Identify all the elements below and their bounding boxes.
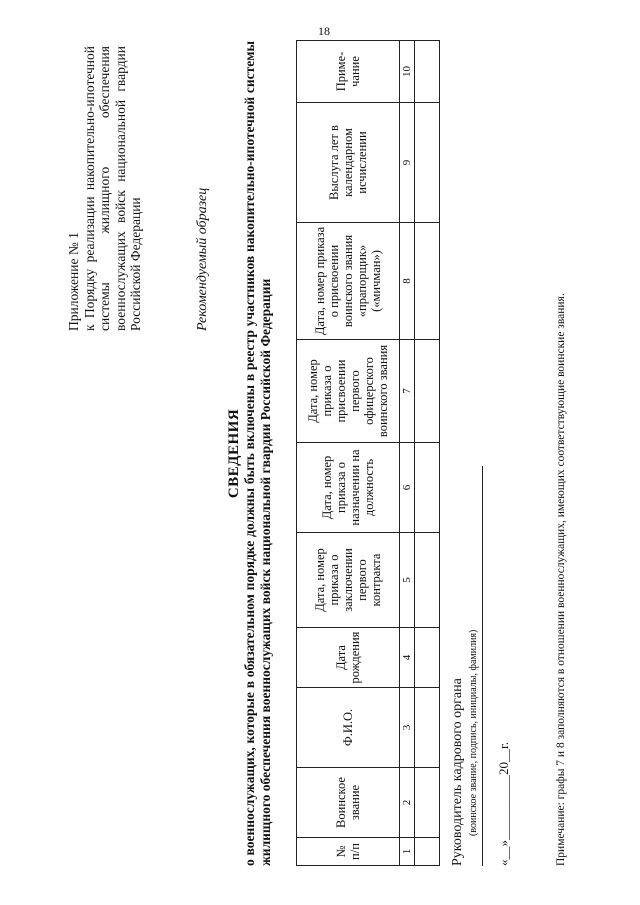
column-number-cell: 9 xyxy=(400,103,415,223)
date-line: «__»__________20__г. xyxy=(496,741,511,866)
header-cell: Приме-чание xyxy=(297,41,400,103)
table-cell xyxy=(415,838,440,866)
column-number-row xyxy=(400,41,415,866)
table-cell xyxy=(415,628,440,688)
page-number: 18 xyxy=(318,24,330,38)
header-cell: Ф.И.О. xyxy=(297,688,400,768)
header-cell: Выслуга лет в календарном исчислении xyxy=(297,103,400,223)
table-cell xyxy=(415,443,440,533)
signer-title: Руководитель кадрового органа xyxy=(450,678,465,866)
appendix-body: к Порядку реализации накопительно-ипотечной системы жилищного обеспечения военнослужащих войск национальной гвардии Российской Федерации xyxy=(81,46,143,331)
table-cell xyxy=(415,41,440,103)
table-row xyxy=(415,41,440,866)
appendix-title: Приложение № 1 xyxy=(66,232,81,331)
column-number-cell: 2 xyxy=(400,768,415,838)
column-number-cell: 10 xyxy=(400,41,415,103)
signature-caption: (воинское звание, подпись, инициалы, фамилия) xyxy=(468,629,479,836)
column-number-cell: 5 xyxy=(400,533,415,628)
column-number-cell: 6 xyxy=(400,443,415,533)
header-cell: Дата, номер приказа о присвоении первого офицерского воинского звания xyxy=(297,340,400,443)
header-cell: Дата, номер приказа о назначении на должность xyxy=(297,443,400,533)
table-cell xyxy=(415,768,440,838)
appendix-block xyxy=(66,46,144,331)
header-cell: Дата, номер приказа о присвоении воинского звания «прапорщик» («мичман») xyxy=(297,223,400,340)
table-cell xyxy=(415,533,440,628)
signature-line xyxy=(482,466,483,866)
document-intro: о военнослужащих, которые в обязательном порядке должны быть включены в реестр участников накопительно-ипотечной системы жилищного обеспечения военнослужащих войск национальной гвардии Российской Федерации xyxy=(242,41,273,866)
table-cell xyxy=(415,688,440,768)
table-header-row xyxy=(297,41,400,866)
table-cell xyxy=(415,223,440,340)
report-table xyxy=(296,40,440,866)
header-cell: Дата рождения xyxy=(297,628,400,688)
header-cell: Воинское звание xyxy=(297,768,400,838)
header-cell: № п/п xyxy=(297,838,400,866)
document-title: СВЕДЕНИЯ xyxy=(226,408,242,499)
footnote: Примечание: графы 7 и 8 заполняются в отношении военнослужащих, имеющих соответствующие воинские звания. xyxy=(555,293,567,866)
table-cell xyxy=(415,340,440,443)
rotated-form-content xyxy=(64,41,624,866)
column-number-cell: 8 xyxy=(400,223,415,340)
header-cell: Дата, номер приказа о заключении первого контракта xyxy=(297,533,400,628)
column-number-cell: 4 xyxy=(400,628,415,688)
column-number-cell: 1 xyxy=(400,838,415,866)
column-number-cell: 3 xyxy=(400,688,415,768)
column-number-cell: 7 xyxy=(400,340,415,443)
recommended-sample-label: Рекомендуемый образец xyxy=(195,187,210,331)
table-cell xyxy=(415,103,440,223)
